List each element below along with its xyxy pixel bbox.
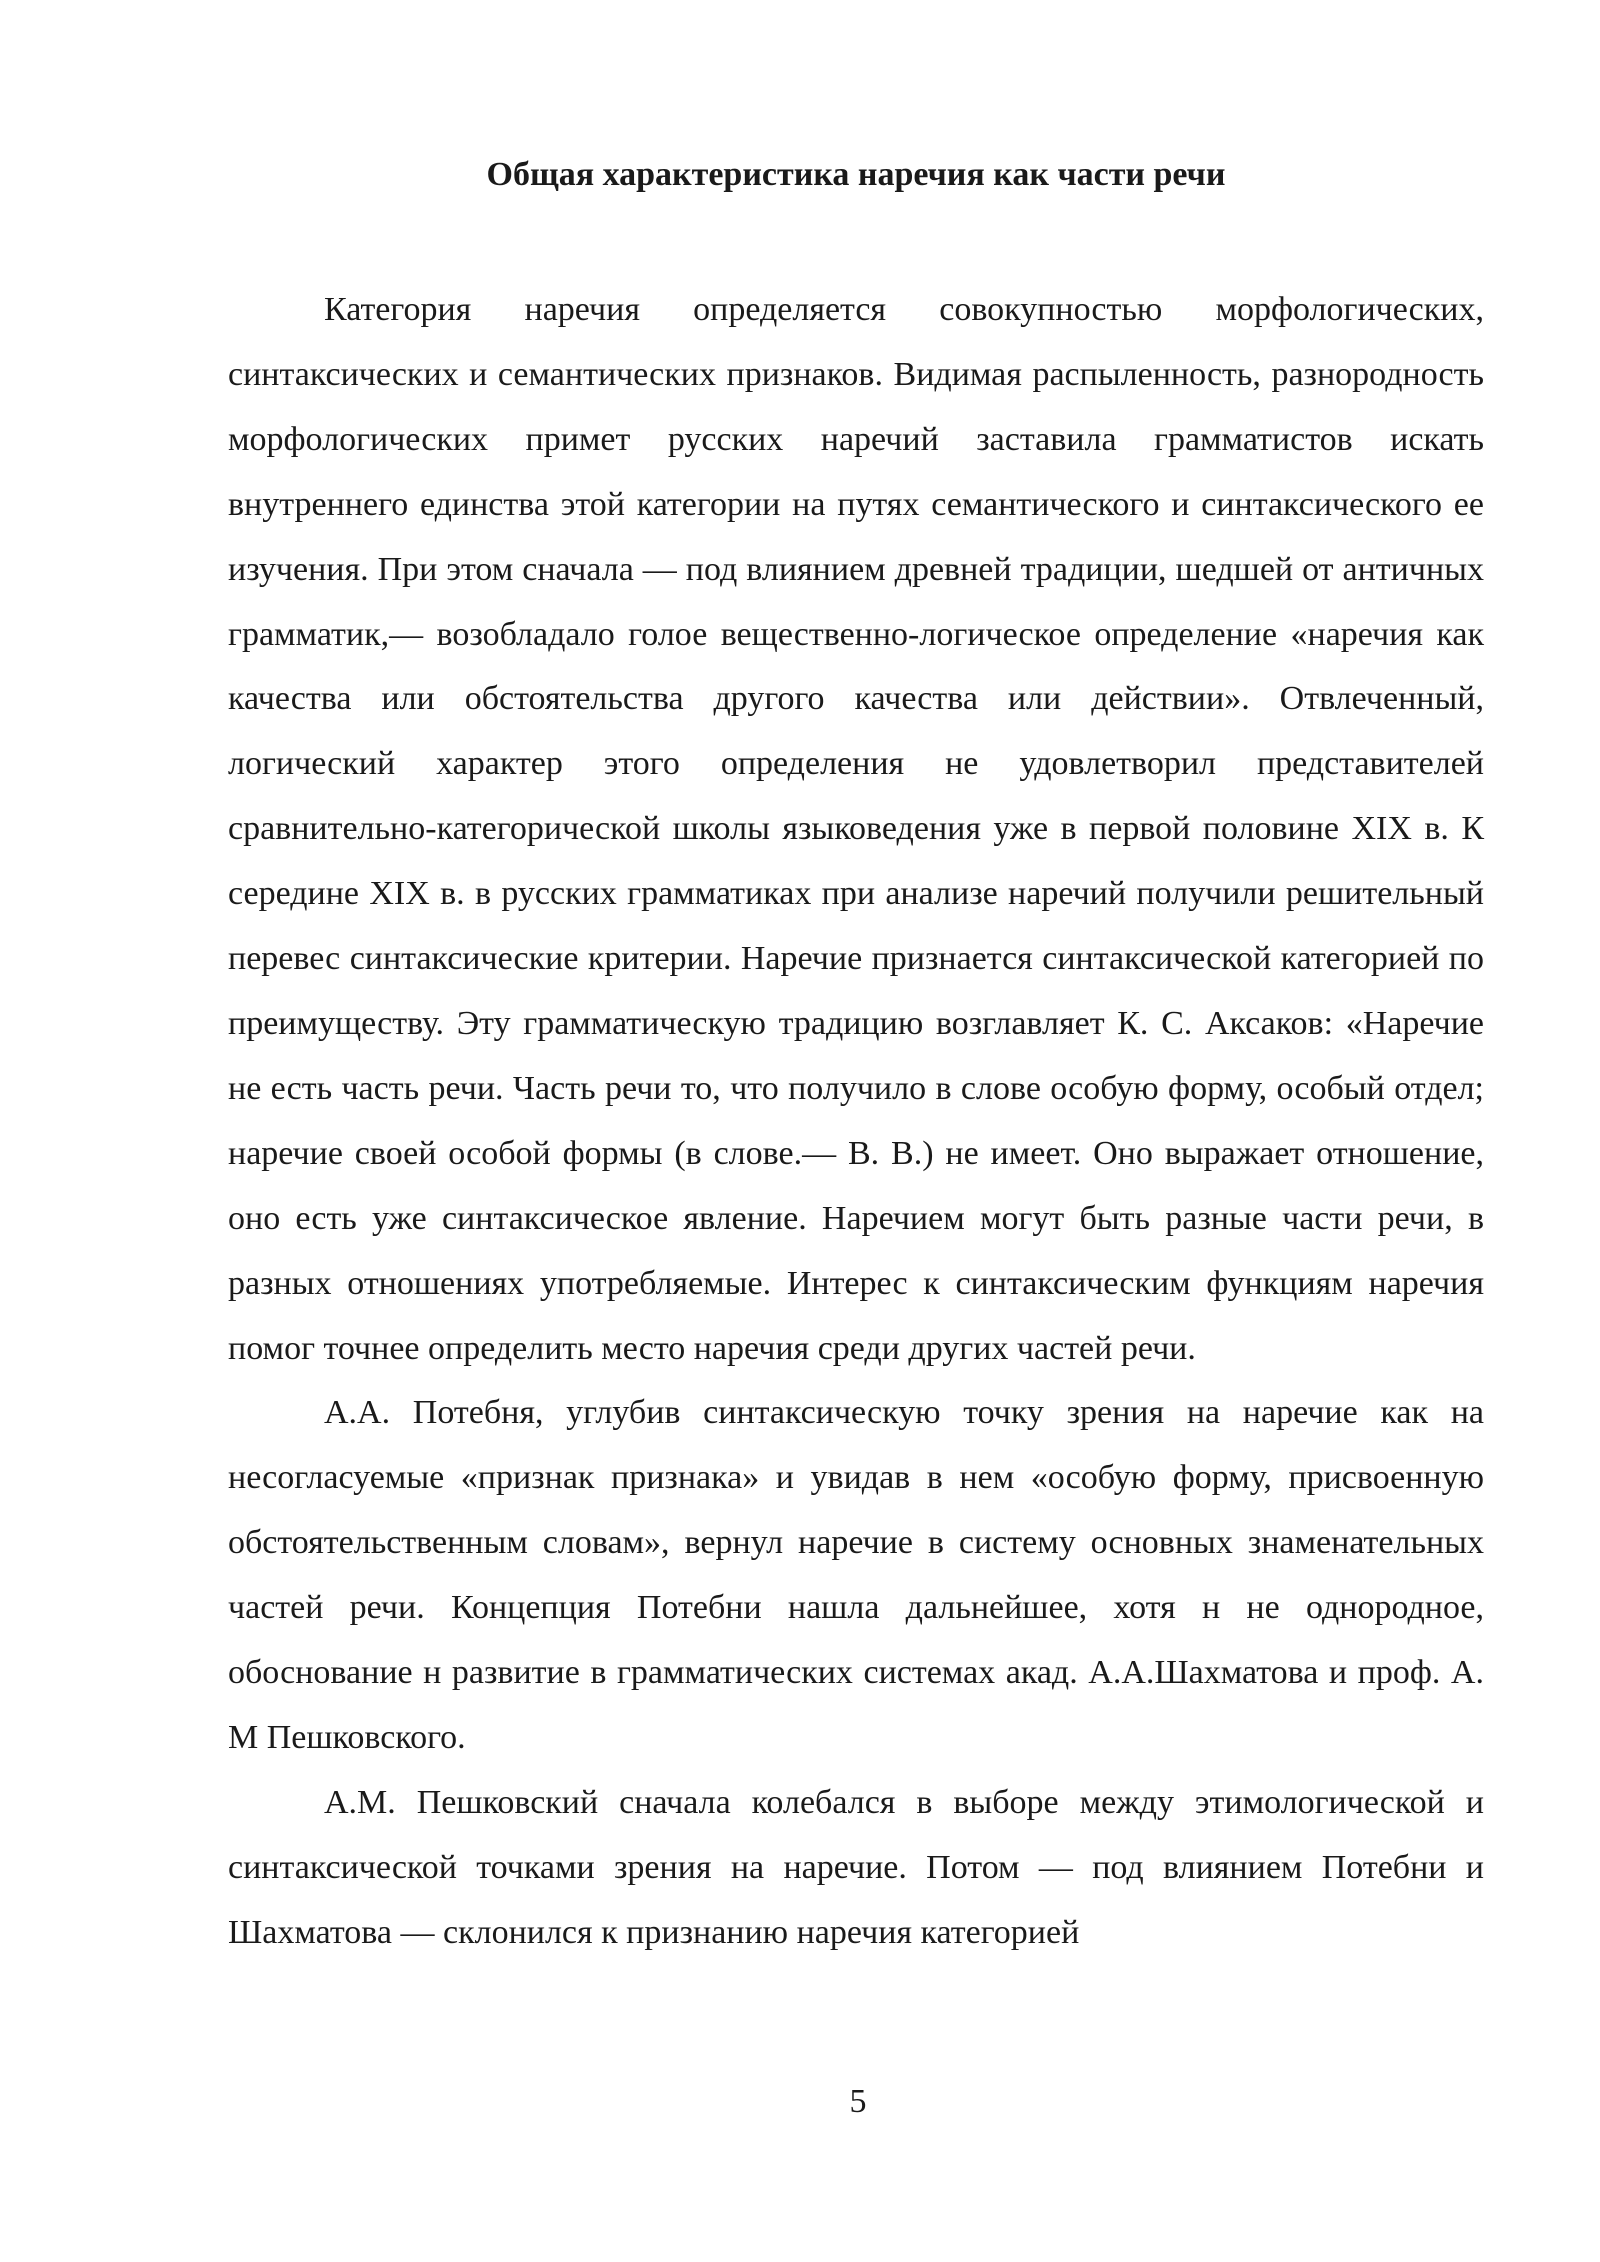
page-title: Общая характеристика наречия как части речи [486, 156, 1226, 193]
paragraph-1: Категория наречия определяется совокупностью морфологических, синтаксических и семантических признаков. Видимая распыленность, разнородность морфологических примет русских наречий заставила грамматистов искать внутреннего единства этой категории на путях семантического и синтаксического ее изучения. При этом сначала — под влиянием древней традиции, шедшей от античных грамматик,— возобладало голое вещественно-логическое определение «наречия как качества или обстоятельства другого качества или действии». Отвлеченный, логический характер этого определения не удовлетворил представителей сравнительно-категорической школы языковедения уже в первой половине XIX в. К середине XIX в. в русских грамматиках при анализе наречий получили решительный перевес синтаксические критерии. Наречие признается синтаксической категорией по преимуществу. Эту грамматическую традицию возглавляет К. С. Аксаков: «Наречие не есть часть речи. Часть речи то, что получило в слове особую форму, особый отдел; наречие своей особой формы (в слове.— В. В.) не имеет. Оно выражает отношение, оно есть уже синтаксическое явление. Наречием могут быть разные части речи, в разных отношениях употребляемые. Интерес к синтаксическим функциям наречия помог точнее определить место наречия среди других частей речи. [228, 291, 1484, 1367]
paragraph-3: А.М. Пешковский сначала колебался в выборе между этимологической и синтаксической точками зрения на наречие. Потом — под влиянием Потебни и Шахматова — склонился к признанию наречия категорией [228, 1783, 1484, 1951]
body-text [228, 278, 1484, 1966]
page-number: 5 [849, 2083, 867, 2120]
paragraph-2: А.А. Потебня, углубив синтаксическую точку зрения на наречие как на несогласуемые «признак признака» и увидав в нем «особую форму, присвоенную обстоятельственным словам», вернул наречие в систему основных знаменательных частей речи. Концепция Потебни нашла дальнейшее, хотя н не однородное, обоснование н развитие в грамматических системах акад. А.А.Шахматова и проф. А. М Пешковского. [228, 1394, 1484, 1756]
